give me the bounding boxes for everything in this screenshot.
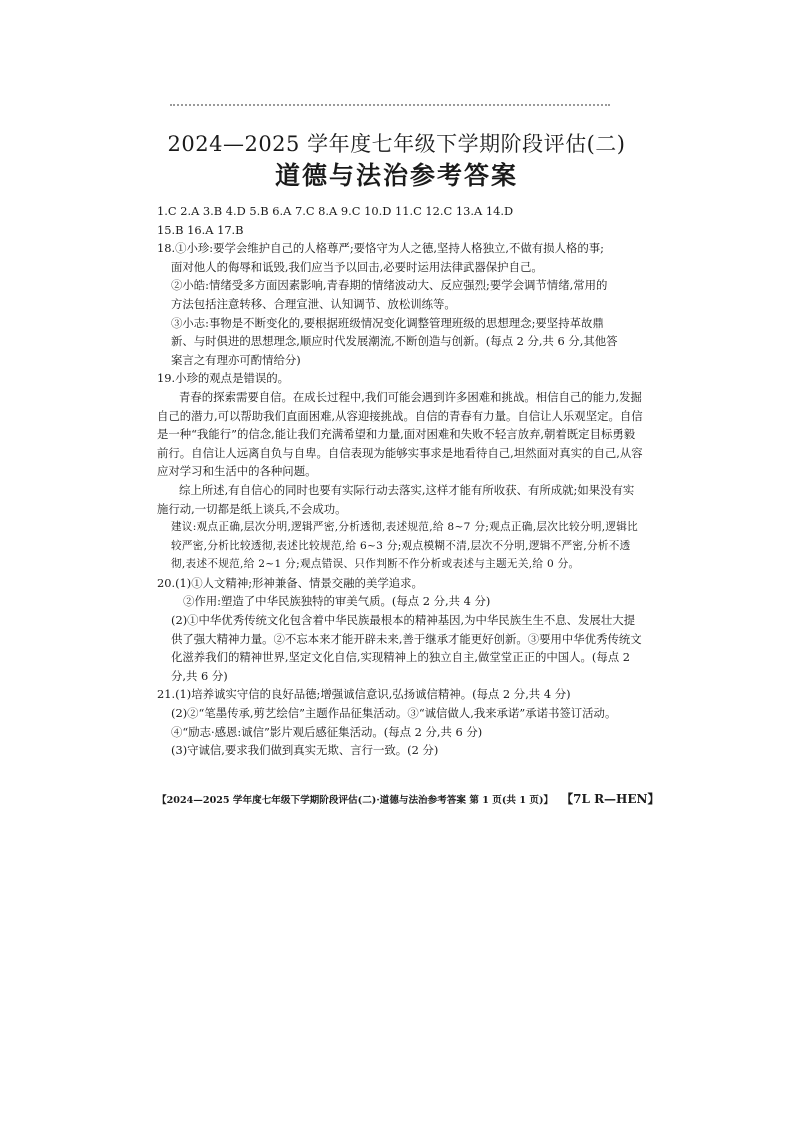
q18-line: 18.①小珍:要学会维护自己的人格尊严;要恪守为人之德,坚持人格独立,不做有损人格的事; — [157, 241, 604, 256]
q21-line: 21.(1)培养诚实守信的良好品德;增强诚信意识,弘扬诚信精神。(每点 2 分,共 4 分) — [157, 687, 571, 702]
choice-answers-line-1: 1.C 2.A 3.B 4.D 5.B 6.A 7.C 8.A 9.C 10.D 11.C 12.C 13.A 14.D — [157, 204, 514, 218]
q20-paragraph: (2)①中华优秀传统文化包含着中华民族最根本的精神基因,为中华民族生生不息、发展壮大提供了强大精神力量。②不忘本来才能开辟未来,善于继承才能更好创新。③要用中华优秀传统文化滋养我们的精神世界,坚定文化自信,实现精神上的独立自主,做堂堂正正的中国人。(每点 2 分,共 6 分) — [171, 613, 642, 683]
q18-line: 新、与时俱进的思想理念,顺应时代发展潮流,不断创造与创新。(每点 2 分,共 6 分,其他答 — [171, 334, 618, 349]
q18-line: 面对他人的侮辱和诋毁,我们应当予以回击,必要时运用法律武器保护自己。 — [171, 259, 543, 274]
q18-line: ③小志:事物是不断变化的,要根据班级情况变化调整管理班级的思想理念;要坚持革故鼎 — [171, 315, 604, 330]
footer-text: 【2024—2025 学年度七年级下学期阶段评估(二)·道德与法治参考答案 第 1 页(共 1 页)】 — [157, 794, 554, 806]
answer-content — [157, 202, 643, 760]
q21-paragraph: (2)②“笔墨传承,剪艺绘信”主题作品征集活动。③“诚信做人,我来承诺”承诺书签订活动。④“励志·感恩:诚信”影片观后感征集活动。(每点 2 分,共 6 分) — [171, 706, 617, 739]
q20-line: 20.(1)①人文精神;形神兼备、情景交融的美学追求。 — [157, 575, 423, 590]
q19-paragraph: 青春的探索需要自信。在成长过程中,我们可能会遇到许多困难和挑战。相信自己的能力,发掘自己的潜力,可以帮助我们直面困难,从容迎接挑战。自信的青春有力量。自信让人乐观坚定。自信是一种“我能行”的信念,能让我们充满希望和力量,面对困难和失败不轻言放弃,朝着既定目标勇毅前行。自信让人远离自负与自卑。自信表现为能够实事求是地看待自己,坦然面对真实的自己,从容应对学习和生活中的各种问题。 — [157, 389, 643, 479]
q19-paragraph: 综上所述,有自信心的同时也要有实际行动去落实,这样才能有所收获、有所成就;如果没有实施行动,一切都是纸上谈兵,不会成功。 — [157, 482, 635, 516]
q21-line: (3)守诚信,要求我们做到真实无欺、言行一致。(2 分) — [171, 743, 439, 758]
page-title: 2024—2025 学年度七年级下学期阶段评估(二) — [167, 132, 626, 156]
q18-line: ②小皓:情绪受多方面因素影响,青春期的情绪波动大、反应强烈;要学会调节情绪,常用的 — [171, 278, 608, 293]
page-footer — [157, 790, 660, 807]
choice-answers-line-2: 15.B 16.A 17.B — [157, 222, 244, 237]
q19-scoring-note: 建议:观点正确,层次分明,逻辑严密,分析透彻,表述规范,给 8~7 分;观点正确,层次比较分明,逻辑比较严密,分析比较透彻,表述比较规范,给 6~3 分;观点模糊不清,层次不分明,逻辑不严密,分析不透彻,表述不规范,给 2~1 分;观点错误、只作判断不作分析或表述与主题无关,给 0 分。 — [171, 521, 639, 571]
q18-line: 方法包括注意转移、合理宣泄、认知调节、放松训练等。 — [171, 296, 456, 311]
q19-line: 19.小珍的观点是错误的。 — [157, 371, 290, 386]
page-subtitle: 道德与法治参考答案 — [274, 161, 518, 190]
dotted-separator — [170, 104, 610, 106]
q18-line: 案言之有理亦可酌情给分) — [171, 352, 301, 367]
document-code: 【7L R—HEN】 — [561, 792, 660, 806]
q20-line: ②作用:塑造了中华民族独特的审美气质。(每点 2 分,共 4 分) — [183, 594, 491, 609]
